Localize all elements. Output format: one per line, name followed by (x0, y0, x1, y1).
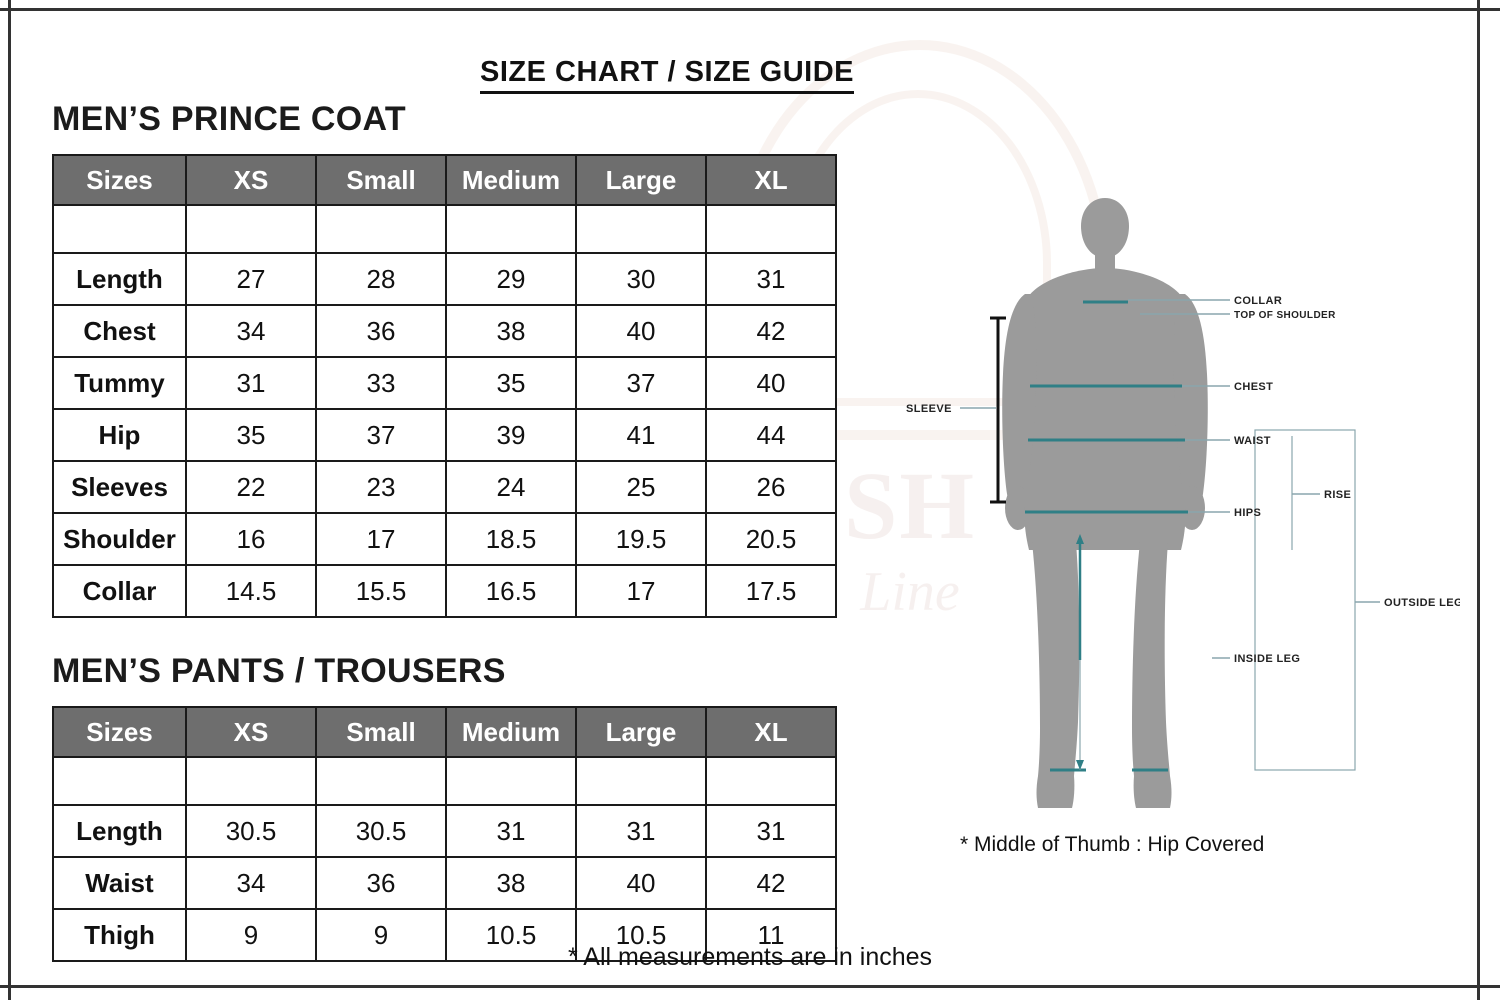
table-cell (186, 205, 316, 253)
table-cell: 42 (706, 305, 836, 357)
label-collar: COLLAR (1234, 295, 1283, 307)
table-row (53, 305, 836, 357)
table-cell: 33 (316, 357, 446, 409)
table-cell: 34 (186, 857, 316, 909)
row-label: Sleeves (53, 461, 186, 513)
table-cell: 19.5 (576, 513, 706, 565)
table-cell: 9 (186, 909, 316, 961)
watermark-text: SH (843, 452, 977, 559)
table-cell: 26 (706, 461, 836, 513)
watermark-subtext: Line (860, 561, 960, 623)
table-cell: 16.5 (446, 565, 576, 617)
table-cell: 30.5 (316, 805, 446, 857)
measurement-figure (900, 190, 1460, 830)
table-cell: 31 (446, 805, 576, 857)
table-cell: 27 (186, 253, 316, 305)
table-cell: 17.5 (706, 565, 836, 617)
figure-note: * Middle of Thumb : Hip Covered (960, 833, 1265, 856)
table-cell: 17 (316, 513, 446, 565)
table-cell: 36 (316, 857, 446, 909)
table-cell: 31 (186, 357, 316, 409)
table-spacer-row (53, 205, 836, 253)
column-header: Large (576, 155, 706, 205)
measurements-footnote: * All measurements are in inches (567, 943, 933, 971)
section-heading-prince-coat: MEN’S PRINCE COAT (52, 100, 406, 138)
label-top-of-shoulder: TOP OF SHOULDER (1234, 310, 1336, 321)
table-cell: 15.5 (316, 565, 446, 617)
column-header: Medium (446, 155, 576, 205)
table-row (53, 461, 836, 513)
table-cell: 34 (186, 305, 316, 357)
page-border-right (1477, 0, 1480, 1000)
table-cell (53, 205, 186, 253)
row-label: Hip (53, 409, 186, 461)
column-header: Medium (446, 707, 576, 757)
table-cell: 14.5 (186, 565, 316, 617)
table-header-row (53, 155, 836, 205)
column-header: Small (316, 707, 446, 757)
table-cell: 40 (576, 857, 706, 909)
table-cell (576, 757, 706, 805)
page-border-top (0, 8, 1500, 11)
row-label: Tummy (53, 357, 186, 409)
page-border-bottom (0, 985, 1500, 988)
table-cell: 30 (576, 253, 706, 305)
table-cell: 24 (446, 461, 576, 513)
row-label: Length (53, 253, 186, 305)
table-cell: 36 (316, 305, 446, 357)
column-header: Sizes (53, 155, 186, 205)
label-inside-leg: INSIDE LEG (1234, 653, 1301, 665)
table-cell: 40 (576, 305, 706, 357)
table-row (53, 805, 836, 857)
table-cell: 31 (576, 805, 706, 857)
table-cell: 35 (186, 409, 316, 461)
table-row (53, 409, 836, 461)
table-cell: 40 (706, 357, 836, 409)
table-cell: 37 (576, 357, 706, 409)
row-label: Waist (53, 857, 186, 909)
table-cell (53, 757, 186, 805)
table-cell: 39 (446, 409, 576, 461)
column-header: XL (706, 155, 836, 205)
table-cell: 31 (706, 253, 836, 305)
table-cell: 28 (316, 253, 446, 305)
table-cell: 11 (706, 909, 836, 961)
table-cell: 41 (576, 409, 706, 461)
table-cell: 9 (316, 909, 446, 961)
table-cell: 18.5 (446, 513, 576, 565)
row-label: Thigh (53, 909, 186, 961)
label-hips: HIPS (1234, 507, 1262, 519)
table-cell: 35 (446, 357, 576, 409)
table-row (53, 857, 836, 909)
page-title: SIZE CHART / SIZE GUIDE (480, 56, 854, 94)
table-cell (576, 205, 706, 253)
size-table-prince-coat (52, 154, 837, 618)
row-label: Collar (53, 565, 186, 617)
table-cell: 31 (706, 805, 836, 857)
column-header: XS (186, 707, 316, 757)
table-cell: 42 (706, 857, 836, 909)
table-cell: 23 (316, 461, 446, 513)
table-row (53, 253, 836, 305)
label-waist: WAIST (1234, 435, 1271, 447)
row-label: Length (53, 805, 186, 857)
table-cell: 22 (186, 461, 316, 513)
table-cell: 30.5 (186, 805, 316, 857)
column-header: Large (576, 707, 706, 757)
table-cell: 17 (576, 565, 706, 617)
table-cell: 38 (446, 857, 576, 909)
table-cell: 37 (316, 409, 446, 461)
column-header: Small (316, 155, 446, 205)
table-cell (446, 757, 576, 805)
label-outside-leg: OUTSIDE LEG (1384, 597, 1460, 609)
table-cell (316, 757, 446, 805)
table-cell: 20.5 (706, 513, 836, 565)
table-cell: 16 (186, 513, 316, 565)
table-cell: 25 (576, 461, 706, 513)
size-table-pants (52, 706, 837, 962)
table-row (53, 513, 836, 565)
mannequin-body-icon (1002, 198, 1208, 808)
label-chest: CHEST (1234, 381, 1274, 393)
table-cell: 29 (446, 253, 576, 305)
table-cell: 10.5 (446, 909, 576, 961)
column-header: XL (706, 707, 836, 757)
table-cell (186, 757, 316, 805)
mannequin-diagram (900, 190, 1460, 830)
page-border-left (8, 0, 11, 1000)
table-cell: 44 (706, 409, 836, 461)
table-row (53, 565, 836, 617)
table-cell: 38 (446, 305, 576, 357)
table-header-row (53, 707, 836, 757)
table-spacer-row (53, 757, 836, 805)
label-rise: RISE (1324, 489, 1352, 501)
column-header: XS (186, 155, 316, 205)
table-cell (446, 205, 576, 253)
table-cell (706, 757, 836, 805)
table-cell (706, 205, 836, 253)
column-header: Sizes (53, 707, 186, 757)
row-label: Chest (53, 305, 186, 357)
table-cell (316, 205, 446, 253)
table-cell: 10.5 (576, 909, 706, 961)
row-label: Shoulder (53, 513, 186, 565)
table-row (53, 357, 836, 409)
section-heading-pants: MEN’S PANTS / TROUSERS (52, 652, 506, 690)
label-sleeve: SLEEVE (906, 403, 952, 415)
